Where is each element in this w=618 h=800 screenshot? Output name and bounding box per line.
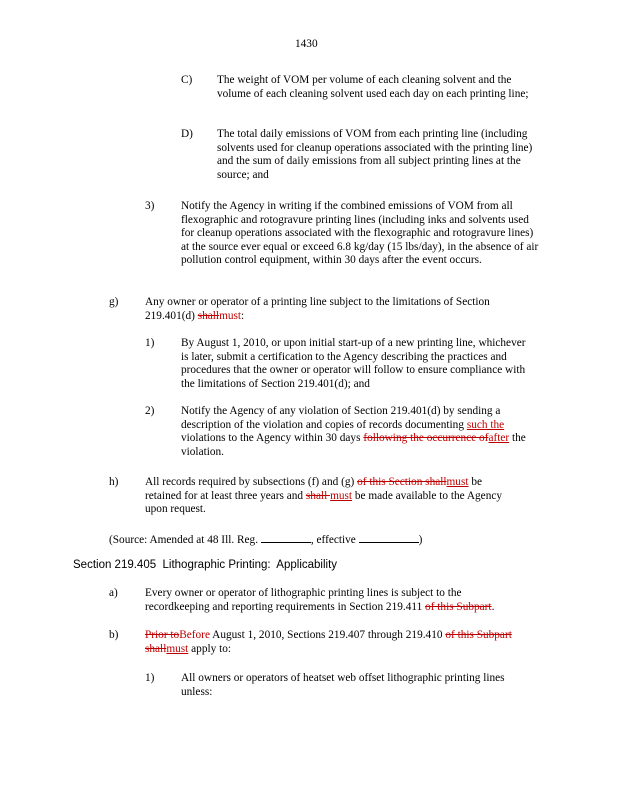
h-text-a: All records required by subsections (f) and (g) xyxy=(145,476,358,488)
g2-inserted-after: after xyxy=(488,432,510,444)
effective-date-blank xyxy=(359,532,419,543)
item-D-label: D) xyxy=(181,128,193,140)
subsection-b-text xyxy=(145,629,535,656)
h-inserted-must-1: must xyxy=(446,476,469,488)
subsection-h-label: h) xyxy=(109,476,119,488)
g-text-a: Any owner or operator of a printing line subject to the limitations of Section 219.401(d) xyxy=(145,296,490,322)
item-C-text: The weight of VOM per volume of each cleaning solvent and the volume of each cleaning solvent used each day on each printing line; xyxy=(217,74,529,100)
g-inserted-must: must xyxy=(219,309,242,322)
b-item-1-text: All owners or operators of heatset web offset lithographic printing lines unless: xyxy=(181,672,505,698)
h-text-b: be retained for at least three years and xyxy=(145,476,482,502)
source-note xyxy=(109,532,422,548)
g-deleted-shall: shall xyxy=(197,309,220,322)
h-deleted-of-this-section: of this Section shall xyxy=(357,476,447,488)
source-text-b: , effective xyxy=(310,534,359,546)
g2-text-c: the violation. xyxy=(181,432,526,458)
g2-text-a: Notify the Agency of any violation of Section 219.401(d) by sending a description of the violation and copies of records documenting xyxy=(181,405,501,431)
g2-inserted-such-the: such the xyxy=(466,418,505,431)
a-text-a: Every owner or operator of lithographic printing lines is subject to the recordkeeping and reporting requirements in Section 219.411 xyxy=(145,587,462,613)
a-text-b: . xyxy=(491,600,495,613)
subsection-g-label: g) xyxy=(109,296,119,308)
b-text-a: August 1, 2010, Sections 219.407 through 219.410 xyxy=(209,629,446,641)
g2-text-b: violations to the Agency within 30 days xyxy=(181,432,364,444)
h-deleted-shall: shall xyxy=(305,489,331,502)
register-blank xyxy=(261,532,311,543)
item-3-text: Notify the Agency in writing if the combined emissions of VOM from all flexographic and rotogravure printing lines (including inks and solvents used for cleanup operations associated with the flexographic and rotogravure lines) at the source ever equal or exceed 6.8 kg/day (15 lbs/day), in the absence of air pollution control equipment, within 30 days after the event occurs. xyxy=(181,200,539,266)
b-deleted-shall: shall xyxy=(145,642,167,655)
source-text-a: (Source: Amended at 48 Ill. Reg. xyxy=(109,534,261,546)
item-C-label: C) xyxy=(181,74,193,86)
b-item-1-label: 1) xyxy=(145,672,155,684)
g-item-2-text xyxy=(181,405,543,459)
b-deleted-of-this-subpart: of this Subpart xyxy=(445,629,512,641)
b-text-c: apply to: xyxy=(188,642,232,655)
item-3-label: 3) xyxy=(145,200,155,212)
a-deleted-of-this-subpart: of this Subpart xyxy=(425,600,492,613)
section-heading: Section 219.405 Lithographic Printing: Applicability xyxy=(73,559,338,571)
g-item-2-label: 2) xyxy=(145,405,155,417)
subsection-a-label: a) xyxy=(109,587,118,599)
subsection-h-text xyxy=(145,476,521,517)
source-text-c: ) xyxy=(418,534,423,546)
subsection-g-text xyxy=(145,296,530,323)
page-number: 1430 xyxy=(295,38,318,50)
subsection-a-text xyxy=(145,587,525,614)
g-item-1-text: By August 1, 2010, or upon initial start-up of a new printing line, whichever is later, submit a certification to the Agency describing the practices and procedures that the owner or operator will follow to ensure compliance with the limitations of Section 219.401(d); and xyxy=(181,337,526,390)
g2-deleted-following: following the occurrence of xyxy=(363,432,489,444)
g-item-1-label: 1) xyxy=(145,337,155,349)
item-D-text: The total daily emissions of VOM from each printing line (including solvents used for cleanup operations associated with the printing line) and the sum of daily emissions from all subject printing lines at the source; and xyxy=(217,128,533,181)
subsection-b-label: b) xyxy=(109,629,119,641)
h-inserted-must-2: must xyxy=(330,489,353,502)
b-deleted-prior-to: Prior to xyxy=(145,629,180,641)
h-text-c: be made available to the Agency upon request. xyxy=(145,489,502,515)
b-inserted-before: Before xyxy=(179,629,210,641)
b-inserted-must: must xyxy=(166,642,189,655)
g-text-b: : xyxy=(241,309,245,322)
